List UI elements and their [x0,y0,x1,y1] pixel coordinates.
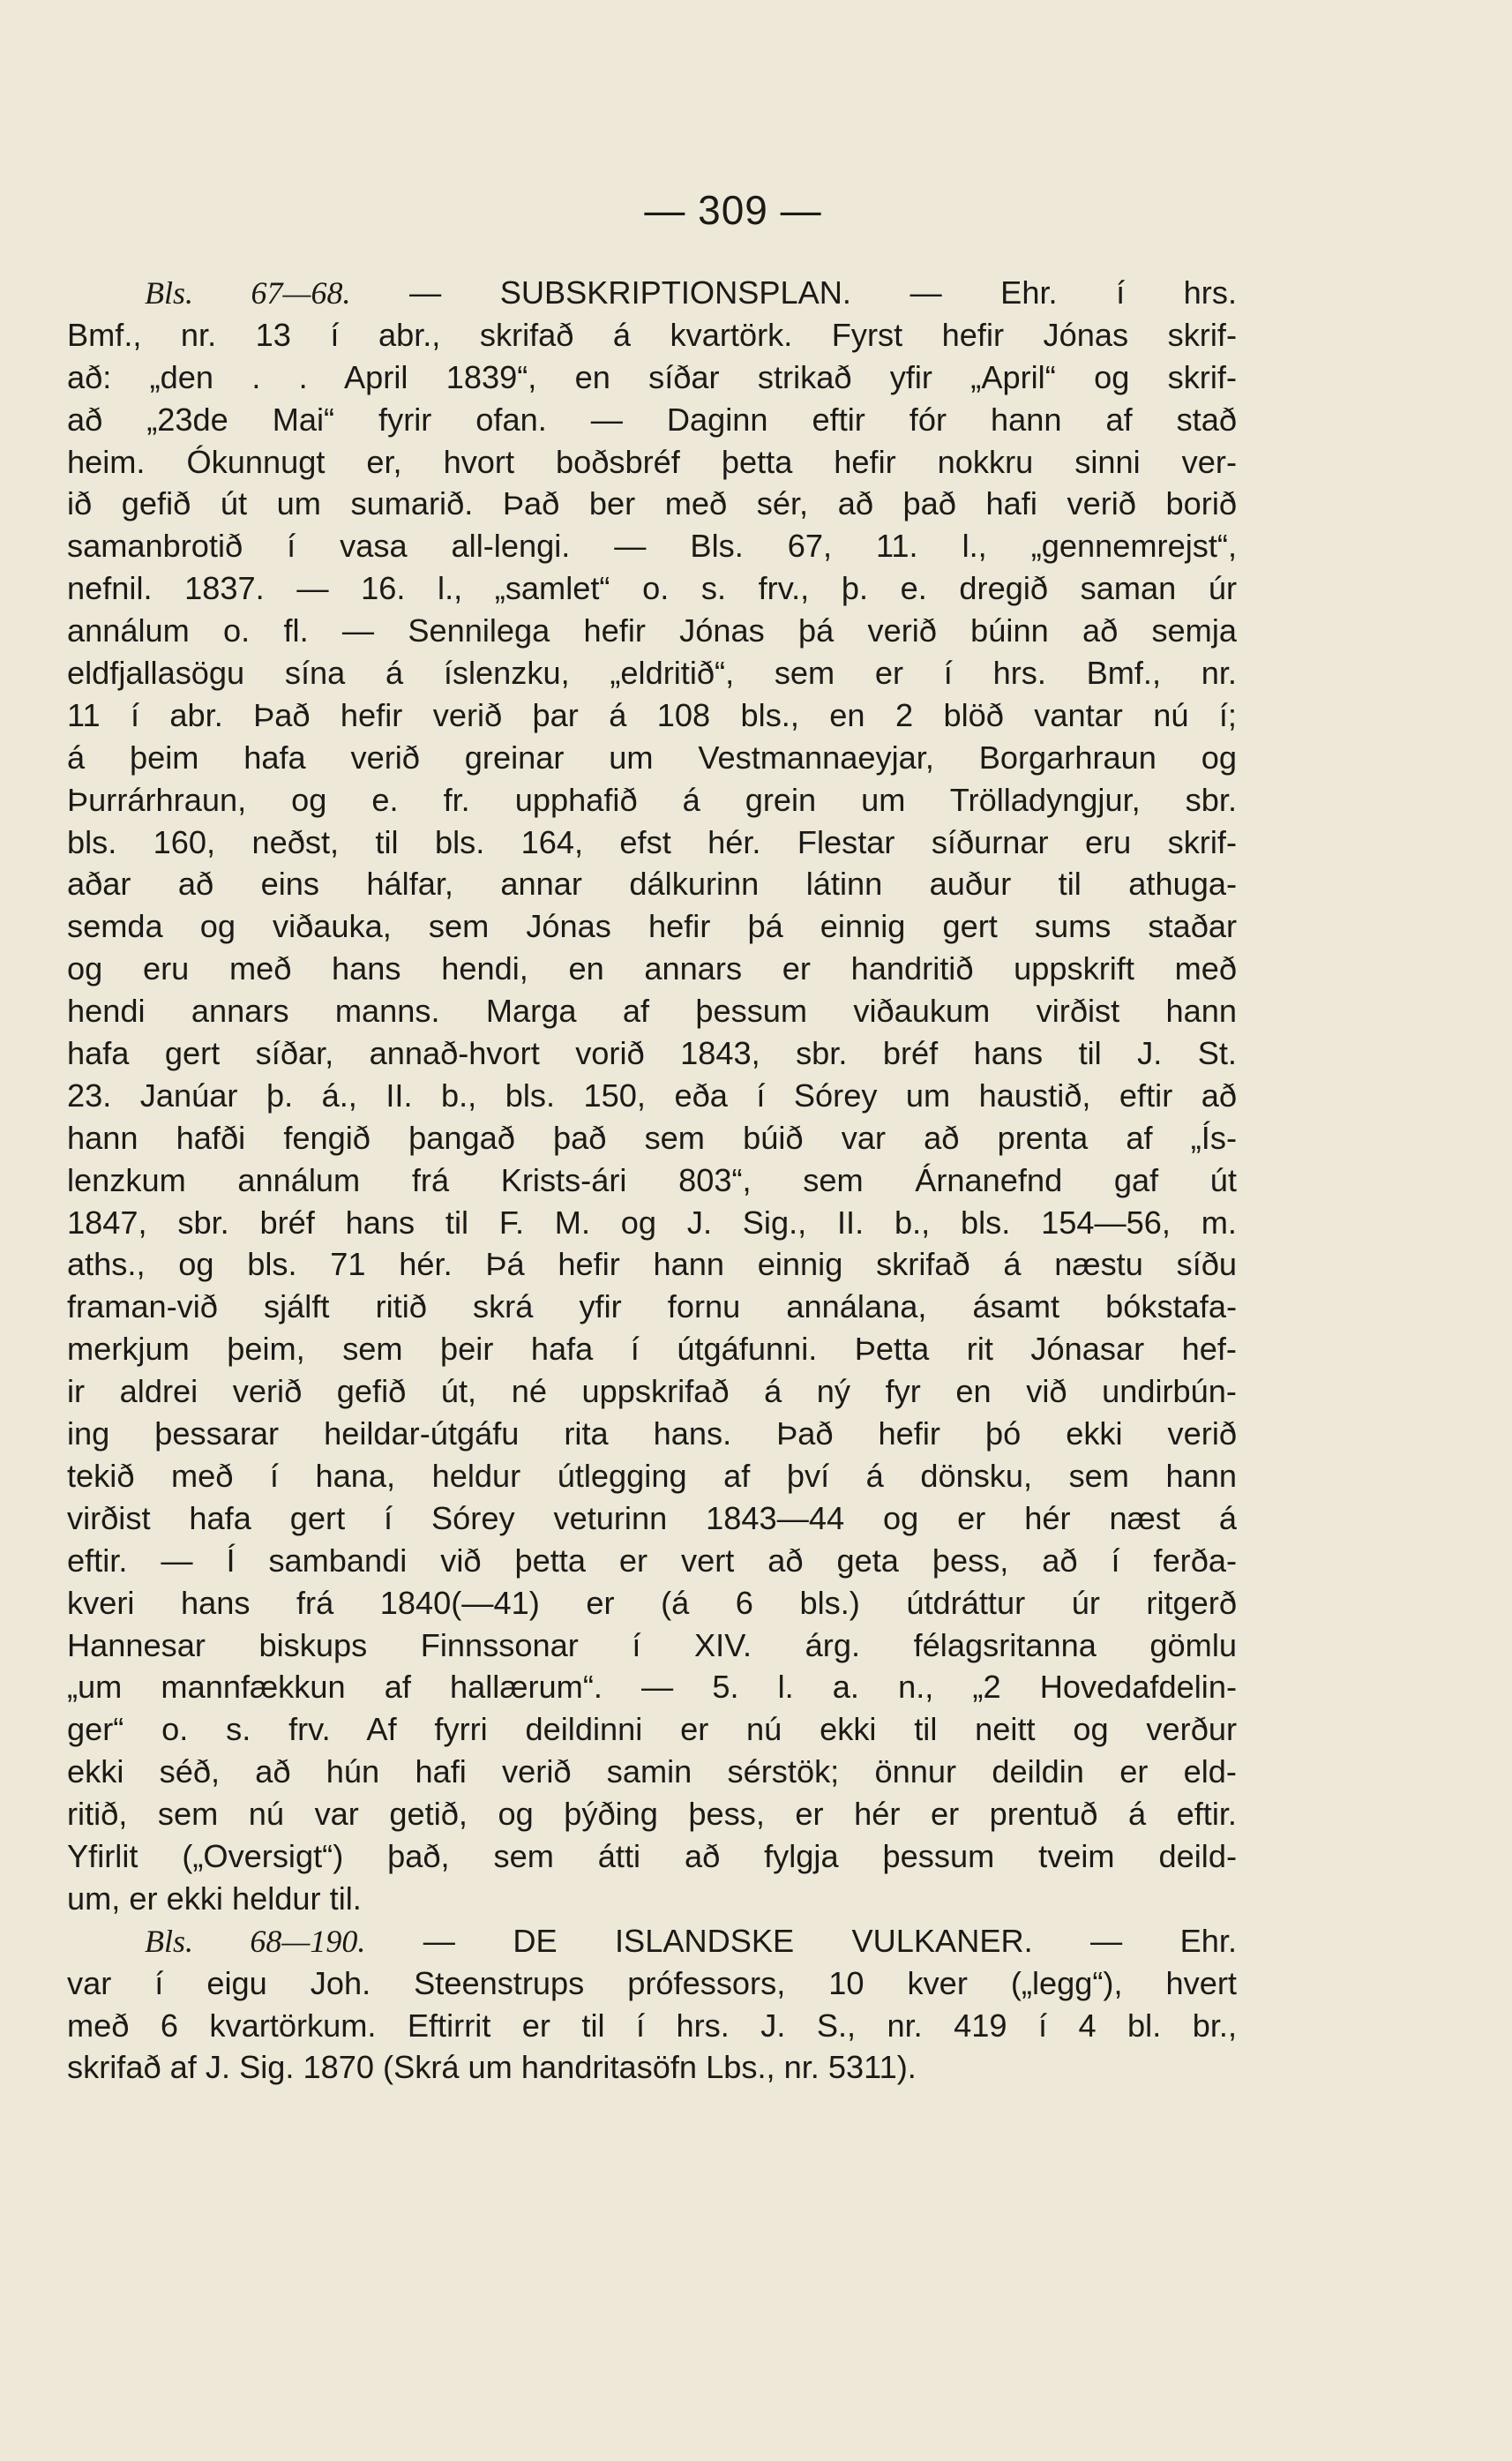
text-line: merkjum þeim, sem þeir hafa í útgáfunni. Þetta rit Jónasar hef- [67,1331,1237,1368]
text-line: lenzkum annálum frá Krists-ári 803“, sem Árnanefnd gaf út [67,1161,1237,1198]
paragraph-1 [67,272,1237,1920]
text-line: og eru með hans hendi, en annars er handritið uppskrift með [67,950,1237,987]
text-line: ir aldrei verið gefið út, né uppskrifað á ný fyr en við undirbún- [67,1373,1237,1410]
body-text [67,272,1237,2089]
text-line: tekið með í hana, heldur útlegging af því á dönsku, sem hann [67,1457,1237,1494]
text-line: ekki séð, að hún hafi verið samin sérstök; önnur deildin er eld- [67,1753,1237,1790]
text-line: hafa gert síðar, annað-hvort vorið 1843, sbr. bréf hans til J. St. [67,1035,1237,1072]
text-line: hendi annars manns. Marga af þessum viðaukum virðist hann [67,993,1237,1030]
text-line: aðar að eins hálfar, annar dálkurinn látinn auður til athuga- [67,866,1237,903]
text-line: með 6 kvartörkum. Eftirrit er til í hrs. J. S., nr. 419 í 4 bl. br., [67,2007,1237,2044]
text-line: eftir. — Í sambandi við þetta er vert að geta þess, að í ferða- [67,1542,1237,1579]
page-reference: Bls. 68—190. [145,1923,366,1959]
text-line: 23. Janúar þ. á., II. b., bls. 150, eða í Sórey um haustið, eftir að [67,1077,1237,1114]
text-line: kveri hans frá 1840(—41) er (á 6 bls.) útdráttur úr ritgerð [67,1584,1237,1621]
text-line: var í eigu Joh. Steenstrups prófessors, 10 kver („legg“), hvert [67,1964,1237,2001]
text-line: 11 í abr. Það hefir verið þar á 108 bls., en 2 blöð vantar nú í; [67,696,1237,733]
text-line: samanbrotið í vasa all-lengi. — Bls. 67, 11. l., „gennemrejst“, [67,528,1237,565]
text-line: virðist hafa gert í Sórey veturinn 1843—44 og er hér næst á [67,1499,1237,1536]
text-line: hann hafði fengið þangað það sem búið var að prenta af „Ís- [67,1119,1237,1156]
paragraph-2 [67,1920,1237,2090]
text-line: Hannesar biskups Finnssonar í XIV. árg. félagsritanna gömlu [67,1626,1237,1663]
page-number: — 309 — [644,187,822,233]
text-line: semda og viðauka, sem Jónas hefir þá einnig gert sums staðar [67,908,1237,945]
page-reference: Bls. 67—68. [145,275,351,311]
text-line: annálum o. fl. — Sennilega hefir Jónas þá verið búinn að semja [67,612,1237,649]
text-line: skrifað af J. Sig. 1870 (Skrá um handritasöfn Lbs., nr. 5311). [67,2049,917,2086]
paragraph-1-line-1 [67,272,1237,314]
text-line: að: „den . . April 1839“, en síðar strikað yfir „April“ og skrif- [67,358,1237,395]
text-line: Þurrárhraun, og e. fr. upphafið á grein um Trölladyngjur, sbr. [67,781,1237,818]
text-line: 1847, sbr. bréf hans til F. M. og J. Sig., II. b., bls. 154—56, m. [67,1204,1237,1241]
text-line: ing þessarar heildar-útgáfu rita hans. Það hefir þó ekki verið [67,1415,1237,1452]
text-line: Yfirlit („Oversigt“) það, sem átti að fylgja þessum tveim deild- [67,1837,1237,1874]
text-line: Bmf., nr. 13 í abr., skrifað á kvartörk. Fyrst hefir Jónas skrif- [67,316,1237,353]
text-line: ger“ o. s. frv. Af fyrri deildinni er nú ekki til neitt og verður [67,1711,1237,1748]
text-line: nefnil. 1837. — 16. l., „samlet“ o. s. frv., þ. e. dregið saman úr [67,570,1237,607]
text-line: ið gefið út um sumarið. Það ber með sér, að það hafi verið borið [67,485,1237,522]
text-line: „um mannfækkun af hallærum“. — 5. l. a. n., „2 Hovedafdelin- [67,1669,1237,1706]
text-line: á þeim hafa verið greinar um Vestmannaeyjar, Borgarhraun og [67,739,1237,776]
text-line: framan-við sjálft ritið skrá yfir fornu annálana, ásamt bókstafa- [67,1288,1237,1325]
paragraph-2-line-1 [67,1920,1237,1962]
text-line: að „23de Mai“ fyrir ofan. — Daginn eftir fór hann af stað [67,401,1237,438]
text-line: heim. Ókunnugt er, hvort boðsbréf þetta hefir nokkru sinni ver- [67,443,1237,480]
text-line: bls. 160, neðst, til bls. 164, efst hér. Flestar síðurnar eru skrif- [67,823,1237,860]
text-line: um, er ekki heldur til. [67,1880,362,1917]
text-line: — SUBSKRIPTIONSPLAN. — Ehr. í hrs. [350,274,1237,311]
text-line: ritið, sem nú var getið, og þýðing þess, er hér er prentuð á eftir. [67,1796,1237,1833]
text-line: eldfjallasögu sína á íslenzku, „eldritið“, sem er í hrs. Bmf., nr. [67,655,1237,692]
text-line: — DE ISLANDSKE VULKANER. — Ehr. [365,1922,1237,1959]
text-line: aths., og bls. 71 hér. Þá hefir hann einnig skrifað á næstu síðu [67,1246,1237,1283]
